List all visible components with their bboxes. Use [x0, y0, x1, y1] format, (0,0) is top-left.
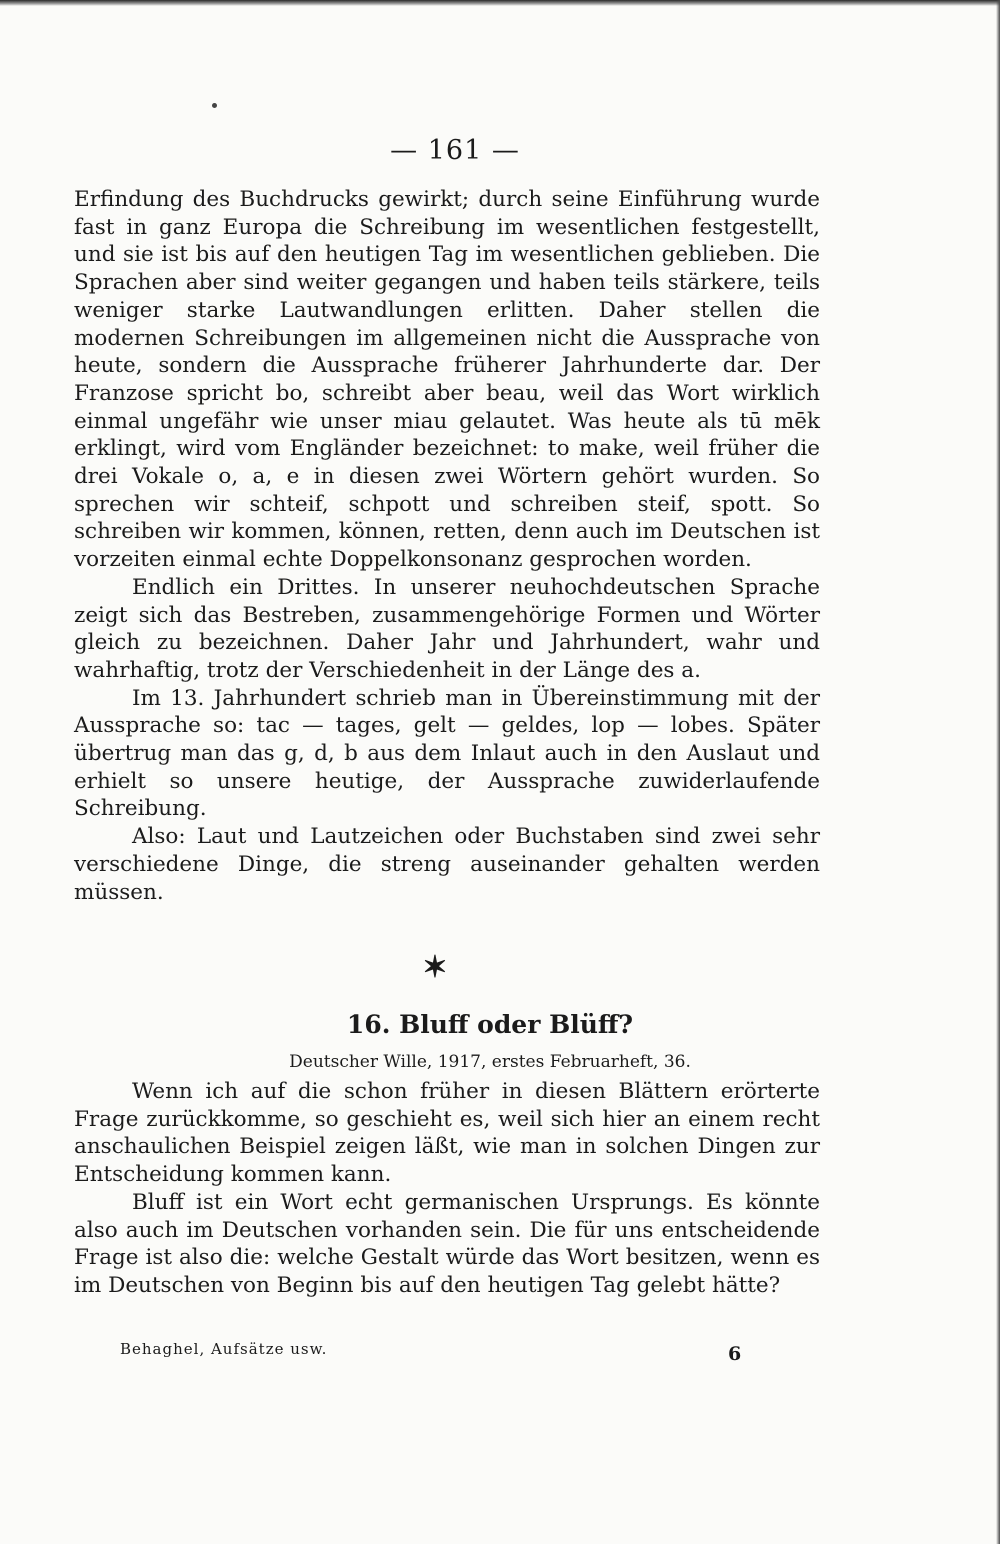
section-source: Deutscher Wille, 1917, erstes Februarheft, 36. [289, 1052, 691, 1072]
section-heading: 16. Bluff oder Blüff? [346, 1010, 634, 1039]
paragraph-1: Erfindung des Buchdrucks gewirkt; durch seine Einführung wurde fast in ganz Europa die Schreibung im wesentlichen festgestellt, und sie ist bis auf den heutigen Tag im wesentlichen geblieben. Die Sprachen aber sind weiter gegangen und haben teils stärkere, teils weniger starke Lautwandlungen erlitten. Daher stellen die modernen Schreibungen im allgemeinen nicht die Aussprache von heute, sondern die Aussprache früherer Jahrhunderte dar. Der Franzose spricht bo, schreibt aber beau, weil das Wort wirklich einmal ungefähr wie unser miau gelautet. Was heute als tū mēk erklingt, wird vom Engländer bezeichnet: to make, weil früher die drei Vokale o, a, e in diesen zwei Wörtern gehört wurden. So sprechen wir schteif, schpott und schreiben steif, spott. So schreiben wir kommen, können, retten, denn auch im Deutschen ist vorzeiten einmal echte Doppelkonsonanz gesprochen worden. [74, 187, 820, 573]
paragraph-6: Bluff ist ein Wort echt germanischen Ursprungs. Es könnte also auch im Deutschen vorhanden sein. Die für uns entscheidende Frage ist also die: welche Gestalt würde das Wort besitzen, wenn es im Deutschen von Beginn bis auf den heutigen Tag gelebt hätte? [74, 1189, 820, 1298]
scan-top-edge [0, 0, 1000, 6]
section-separator: ✶ [422, 950, 448, 985]
sheet-number: 6 [728, 1343, 742, 1365]
paragraph-5: Wenn ich auf die schon früher in diesen Blättern erörterte Frage zurückkomme, so geschieht es, weil sich hier an einem recht anschaulichen Beispiel zeigen läßt, wie man in solchen Dingen zur Entscheidung kommen kann. [74, 1079, 820, 1188]
page-number: — 161 — [390, 135, 520, 166]
signature-mark: Behaghel, Aufsätze usw. [120, 1340, 328, 1358]
body-section-1 [74, 186, 820, 906]
paragraph-4: Also: Laut und Lautzeichen oder Buchstaben sind zwei sehr verschiedene Dinge, die streng auseinander gehalten werden müssen. [74, 824, 820, 905]
scan-speck [212, 103, 217, 108]
body-section-2 [74, 1078, 820, 1300]
paragraph-3: Im 13. Jahrhundert schrieb man in Übereinstimmung mit der Aussprache so: tac — tages, gelt — geldes, lop — lobes. Später übertrug man das g, d, b aus dem Inlaut auch in den Auslaut und erhielt so unsere heutige, der Aussprache zuwiderlaufende Schreibung. [74, 685, 820, 822]
scan-right-edge [996, 0, 1000, 1544]
paragraph-2: Endlich ein Drittes. In unserer neuhochdeutschen Sprache zeigt sich das Bestreben, zusammengehörige Formen und Wörter gleich zu bezeichnen. Daher Jahr und Jahrhundert, wahr und wahrhaftig, trotz der Verschiedenheit in der Länge des a. [74, 574, 820, 683]
